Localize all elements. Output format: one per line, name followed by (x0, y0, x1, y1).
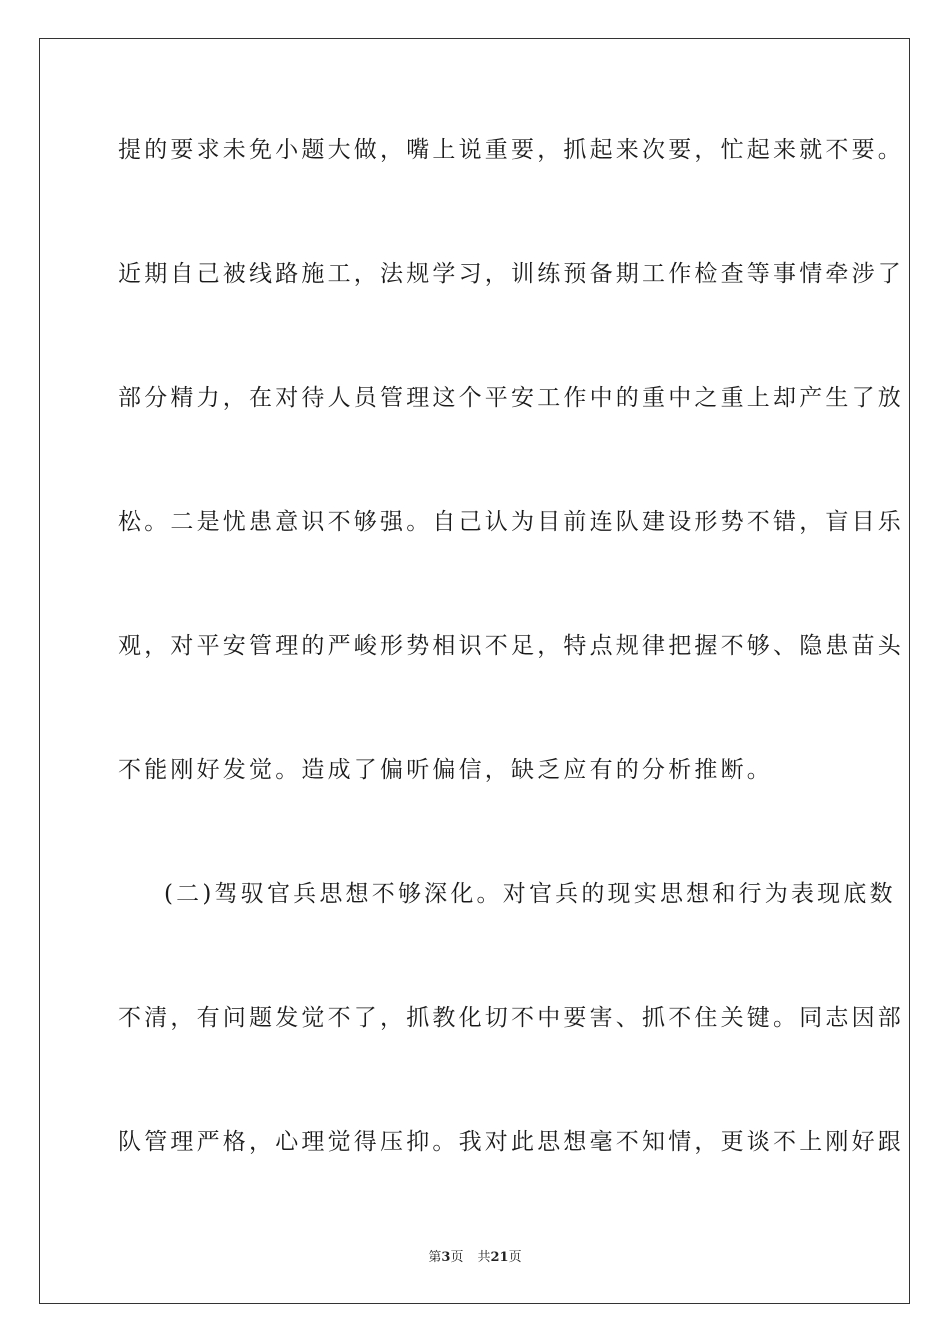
text-line-7: (二)驾驭官兵思想不够深化。对官兵的现实思想和行为表现底数 (164, 881, 896, 907)
document-body (118, 130, 904, 1246)
text-line-1: 提的要求未免小题大做，嘴上说重要，抓起来次要，忙起来就不要。 (118, 137, 904, 163)
total-pages: 21 (490, 1250, 509, 1265)
page-footer (0, 1246, 950, 1265)
total-prefix: 共 (477, 1250, 491, 1265)
text-line-4: 松。二是忧患意识不够强。自己认为目前连队建设形势不错，盲目乐 (118, 509, 904, 535)
text-line-6: 不能刚好发觉。造成了偏听偏信，缺乏应有的分析推断。 (118, 757, 773, 783)
text-line-9: 队管理严格，心理觉得压抑。我对此思想毫不知情，更谈不上刚好跟 (118, 1129, 904, 1155)
page-suffix: 页 (450, 1250, 464, 1265)
total-suffix: 页 (508, 1250, 522, 1265)
text-line-5: 观，对平安管理的严峻形势相识不足，特点规律把握不够、隐患苗头 (118, 633, 904, 659)
text-line-8: 不清，有问题发觉不了，抓教化切不中要害、抓不住关键。同志因部 (118, 1005, 904, 1031)
text-line-2: 近期自己被线路施工，法规学习，训练预备期工作检查等事情牵涉了 (118, 261, 904, 287)
text-line-3: 部分精力，在对待人员管理这个平安工作中的重中之重上却产生了放 (118, 385, 904, 411)
page-number: 3 (441, 1250, 451, 1265)
page-prefix: 第 (428, 1250, 442, 1265)
